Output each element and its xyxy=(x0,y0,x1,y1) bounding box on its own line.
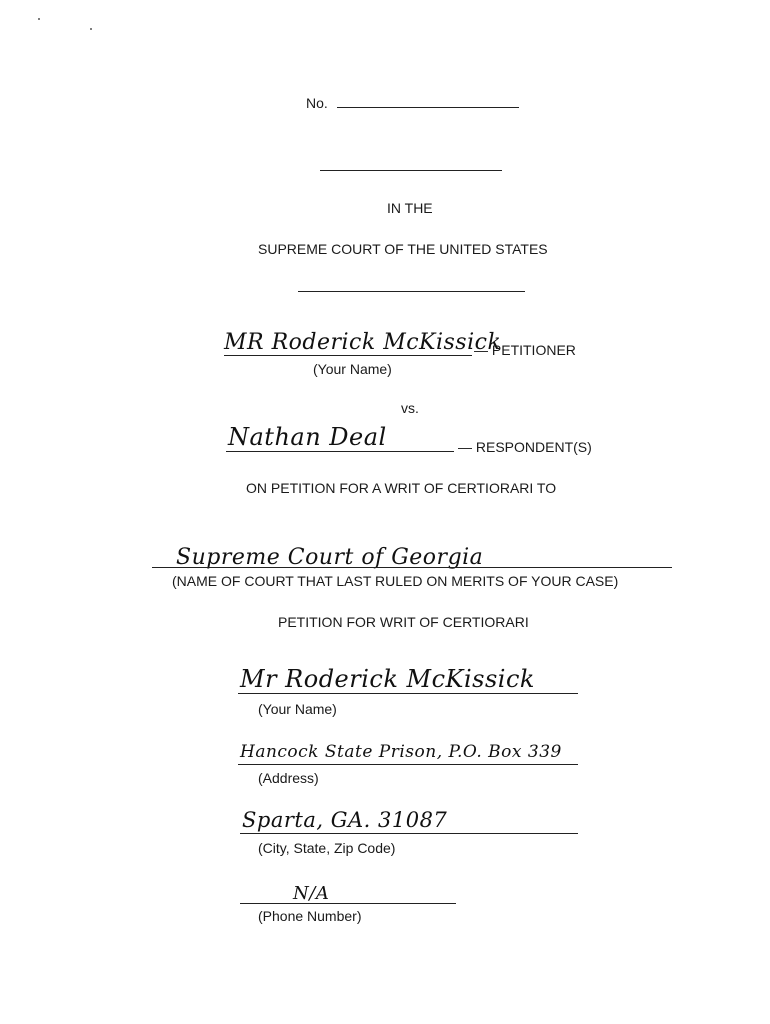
petitioner-caption: (Your Name) xyxy=(313,361,392,377)
filer-address-caption: (Address) xyxy=(258,770,319,786)
court-intro: IN THE xyxy=(387,200,433,216)
court-name: SUPREME COURT OF THE UNITED STATES xyxy=(258,241,548,257)
case-number-line xyxy=(337,107,519,108)
header-divider-top xyxy=(320,170,502,171)
filer-name-line xyxy=(238,693,578,694)
filer-address-line xyxy=(238,764,578,765)
filer-address-handwritten: Hancock State Prison, P.O. Box 339 xyxy=(240,742,562,762)
filer-city-caption: (City, State, Zip Code) xyxy=(258,840,396,856)
petition-title: PETITION FOR WRIT OF CERTIORARI xyxy=(278,614,529,630)
versus-label: vs. xyxy=(401,400,419,416)
case-number-label: No. xyxy=(306,95,328,111)
scan-speck xyxy=(90,28,92,30)
filer-city-line xyxy=(240,833,578,834)
filer-name-handwritten: Mr Roderick McKissick xyxy=(240,665,535,693)
respondent-name-line xyxy=(226,451,454,452)
petitioner-name-handwritten: MR Roderick McKissick xyxy=(224,330,502,355)
respondent-role: — RESPONDENT(S) xyxy=(458,439,592,455)
petitioner-name-line xyxy=(224,355,472,356)
filer-phone-handwritten: N/A xyxy=(293,883,330,904)
lower-court-caption: (NAME OF COURT THAT LAST RULED ON MERITS OF YOUR CASE) xyxy=(172,573,619,589)
scan-speck xyxy=(38,18,40,20)
filer-city-handwritten: Sparta, GA. 31087 xyxy=(242,808,448,832)
lower-court-handwritten: Supreme Court of Georgia xyxy=(176,545,484,570)
respondent-name-handwritten: Nathan Deal xyxy=(228,423,387,451)
filer-phone-caption: (Phone Number) xyxy=(258,908,362,924)
lower-court-line xyxy=(152,567,672,568)
petitioner-role: — PETITIONER xyxy=(474,342,576,358)
header-divider-bottom xyxy=(298,291,525,292)
on-petition-text: ON PETITION FOR A WRIT OF CERTIORARI TO xyxy=(246,480,557,496)
filer-name-caption: (Your Name) xyxy=(258,701,337,717)
filer-phone-line xyxy=(240,903,456,904)
